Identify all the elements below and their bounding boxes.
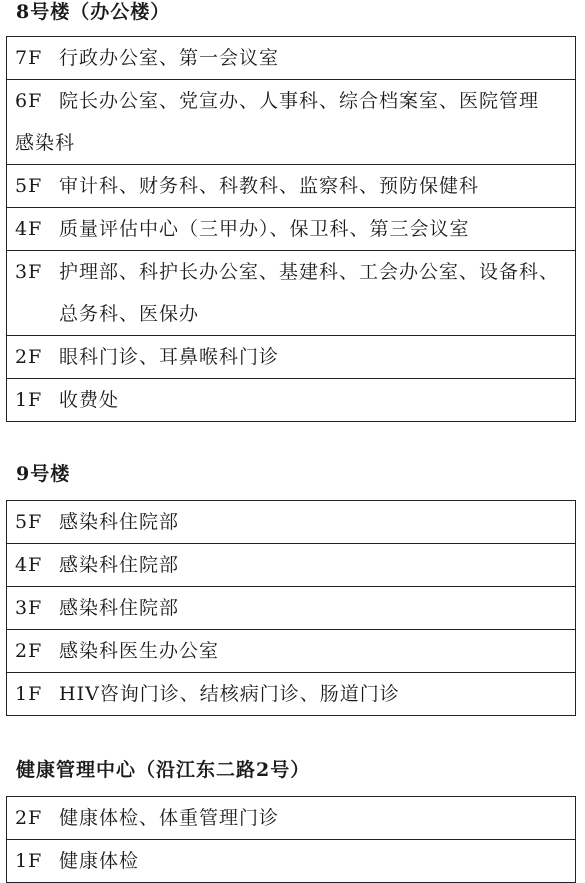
floor-table <box>6 500 576 716</box>
floor-label: 1F <box>15 850 43 872</box>
table-row <box>7 165 576 208</box>
floor-table <box>6 36 576 422</box>
floor-description: 感染科住院部 <box>59 511 180 533</box>
table-row <box>7 37 576 80</box>
floor-label: 3F <box>15 597 43 619</box>
floor-description: 眼科门诊、耳鼻喉科门诊 <box>59 346 280 368</box>
floor-description: 行政办公室、第一会议室 <box>59 47 280 69</box>
floor-label: 6F <box>15 90 43 112</box>
floor-label: 1F <box>15 389 43 411</box>
table-row <box>7 630 576 673</box>
table-row <box>7 379 576 422</box>
floor-description: 健康体检、体重管理门诊 <box>59 807 280 829</box>
floor-label: 7F <box>15 47 43 69</box>
floor-label: 3F <box>15 261 43 283</box>
table-row <box>7 251 576 336</box>
table-row <box>7 80 576 165</box>
table-row <box>7 544 576 587</box>
floor-label: 2F <box>15 640 43 662</box>
floor-table <box>6 796 576 883</box>
table-row <box>7 208 576 251</box>
floor-label: 5F <box>15 175 43 197</box>
floor-description: 审计科、财务科、科教科、监察科、预防保健科 <box>59 175 480 197</box>
table-row <box>7 587 576 630</box>
section-building-9 <box>6 462 576 716</box>
table-row <box>7 840 576 883</box>
section-title: 8号楼（办公楼） <box>16 1 171 23</box>
floor-description: 健康体检 <box>59 850 140 872</box>
table-row <box>7 797 576 840</box>
floor-label: 4F <box>15 554 43 576</box>
table-row <box>7 501 576 544</box>
floor-description: 质量评估中心（三甲办）、保卫科、第三会议室 <box>59 218 470 240</box>
floor-description: HIV咨询门诊、结核病门诊、肠道门诊 <box>59 683 400 705</box>
floor-description: 感染科住院部 <box>59 597 180 619</box>
floor-description: 收费处 <box>59 389 120 411</box>
section-building-8 <box>6 0 576 422</box>
floor-label: 4F <box>15 218 43 240</box>
floor-label: 5F <box>15 511 43 533</box>
floor-description: 护理部、科护长办公室、基建科、工会办公室、设备科、 <box>59 261 560 283</box>
floor-description: 感染科住院部 <box>59 554 180 576</box>
table-row <box>7 336 576 379</box>
floor-description: 院长办公室、党宣办、人事科、综合档案室、医院管理 <box>59 90 540 112</box>
floor-description: 感染科医生办公室 <box>59 640 220 662</box>
floor-label: 2F <box>15 346 43 368</box>
section-health-center <box>6 758 576 883</box>
floor-description-cont: 总务科、医保办 <box>59 303 200 325</box>
floor-label: 2F <box>15 807 43 829</box>
section-title: 9号楼 <box>16 463 71 485</box>
section-title: 健康管理中心（沿江东二路2号） <box>16 759 311 781</box>
table-row <box>7 673 576 716</box>
floor-label: 1F <box>15 683 43 705</box>
floor-description-cont: 感染科 <box>15 132 76 154</box>
